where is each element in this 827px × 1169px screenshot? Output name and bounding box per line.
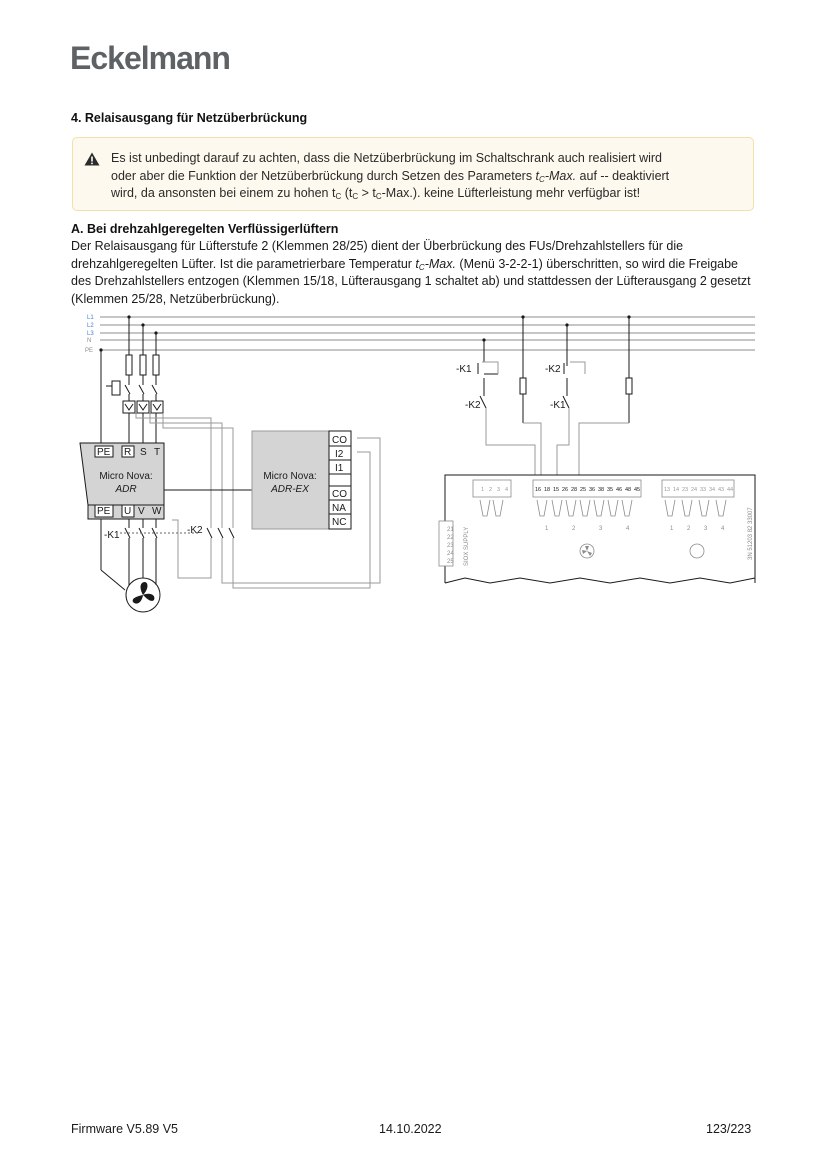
svg-text:1: 1	[670, 526, 674, 532]
phase-label-l3: L3	[87, 331, 94, 337]
warning-triangle-icon	[84, 152, 100, 166]
adr-terminal-u: U	[124, 506, 132, 517]
svg-text:23: 23	[447, 543, 454, 549]
svg-text:24: 24	[691, 487, 698, 493]
svg-text:43: 43	[718, 487, 725, 493]
warning-text: Es ist unbedingt darauf zu achten, dass die Netzüberbrückung im Schaltschrank auch realisiert wird oder aber die Funktion der Netzüberbrückung durch Setzen des Parameters $t_C$-Max. auf -- deaktiviert wird, da ansonsten bei einem zu hohen $t_C$ $(t_C > t_C-Max.)$. keine Lüfterleistung mehr verfügbar ist!	[111, 151, 670, 201]
svg-text:25: 25	[580, 487, 587, 493]
footer-firmware: Firmware V5.89 V5	[71, 1122, 178, 1136]
svg-text:4: 4	[721, 526, 725, 532]
svg-text:16: 16	[535, 487, 542, 493]
svg-text:34: 34	[709, 487, 716, 493]
adr-ex-model: ADR-EX	[271, 484, 309, 495]
siox-supply-label: SIOX SUPPLY	[464, 526, 470, 566]
adr-ex-terminal-na: NA	[332, 503, 346, 514]
svg-text:3: 3	[599, 526, 603, 532]
svg-text:13: 13	[664, 487, 671, 493]
footer-page-number: 123/223	[706, 1122, 752, 1136]
svg-text:45: 45	[634, 487, 641, 493]
svg-text:46: 46	[616, 487, 623, 493]
wiring-diagram	[0, 305, 827, 615]
contact-k1-label: -K1	[104, 530, 120, 541]
adr-ex-terminal-nc: NC	[332, 517, 347, 528]
svg-text:4: 4	[505, 487, 509, 493]
svg-text:28: 28	[571, 487, 578, 493]
adr-ex-terminal-co-1: CO	[332, 435, 347, 446]
svg-text:2: 2	[572, 526, 576, 532]
svg-text:44: 44	[727, 487, 734, 493]
svg-text:3: 3	[497, 487, 501, 493]
svg-text:23: 23	[682, 487, 689, 493]
svg-text:15: 15	[553, 487, 560, 493]
warning-box	[72, 137, 754, 211]
svg-text:2: 2	[687, 526, 691, 532]
phase-label-l2: L2	[87, 323, 94, 329]
adr-ex-terminal-co-2: CO	[332, 489, 347, 500]
phase-label-pe: PE	[85, 348, 94, 354]
adr-name: Micro Nova:	[99, 471, 153, 482]
adr-terminal-pe-top: PE	[97, 447, 111, 458]
svg-text:4: 4	[626, 526, 630, 532]
svg-text:24: 24	[447, 551, 454, 557]
adr-terminal-r: R	[124, 447, 132, 458]
micro-nova-adr-ex-unit	[252, 431, 351, 529]
adr-model: ADR	[115, 484, 137, 495]
svg-text:48: 48	[625, 487, 632, 493]
relay-contact-k1-label: -K1	[550, 400, 566, 411]
adr-ex-terminal-i2: I2	[335, 449, 344, 460]
board-part-number: 3N 51203 82 33007	[748, 507, 754, 560]
micro-nova-adr-unit	[80, 443, 164, 519]
fan-icon	[133, 582, 155, 604]
subsection-paragraph: Der Relaisausgang für Lüfterstufe 2 (Klemmen 28/25) dient der Überbrückung des FUs/Drehzahlstellers für die drehzahlgeregelten Lüfter. Ist die parametrierbare Temperatur $t_C$-Max. (Menü 3-2-2-1) überschritten, so wird die Freigabe des Drehzahlstellers entzogen (Klemmen 15/18, Lüfterausgang 1 schaltet ab) und stattdessen der Lüfterausgang 2 gesetzt (Klemmen 25/28, Netzüberbrückung).	[71, 239, 751, 306]
svg-text:14: 14	[673, 487, 680, 493]
footer-date: 14.10.2022	[379, 1122, 442, 1136]
svg-text:2: 2	[489, 487, 493, 493]
svg-text:38: 38	[598, 487, 605, 493]
adr-ex-terminal-i1: I1	[335, 463, 344, 474]
eckelmann-logo: Eckelmann	[70, 40, 230, 76]
adr-terminal-pe-bottom: PE	[97, 506, 111, 517]
subsection-heading: A. Bei drehzahlgeregelten Verflüssigerlüftern	[71, 222, 339, 236]
svg-text:35: 35	[607, 487, 614, 493]
relay-contact-k2-label: -K2	[465, 400, 481, 411]
svg-text:26: 26	[562, 487, 569, 493]
svg-text:1: 1	[481, 487, 485, 493]
phase-label-l1: L1	[87, 315, 94, 321]
coil-k2-label: -K2	[545, 364, 561, 375]
svg-text:22: 22	[447, 535, 454, 541]
svg-text:1: 1	[545, 526, 549, 532]
svg-text:36: 36	[589, 487, 596, 493]
adr-ex-name: Micro Nova:	[263, 471, 317, 482]
contact-k2-label: -K2	[187, 525, 203, 536]
adr-terminal-v: V	[138, 506, 145, 517]
adr-terminal-w: W	[152, 506, 162, 517]
coil-k1-label: -K1	[456, 364, 472, 375]
board-fan-icon	[582, 546, 592, 556]
controller-board	[439, 475, 755, 583]
adr-terminal-s: S	[140, 447, 147, 458]
svg-text:21: 21	[447, 527, 454, 533]
svg-text:18: 18	[544, 487, 551, 493]
svg-text:33: 33	[700, 487, 707, 493]
phase-label-n: N	[87, 338, 92, 344]
svg-text:3: 3	[704, 526, 708, 532]
section-title: 4. Relaisausgang für Netzüberbrückung	[71, 111, 308, 125]
svg-text:25: 25	[447, 559, 454, 565]
adr-terminal-t: T	[154, 447, 161, 458]
